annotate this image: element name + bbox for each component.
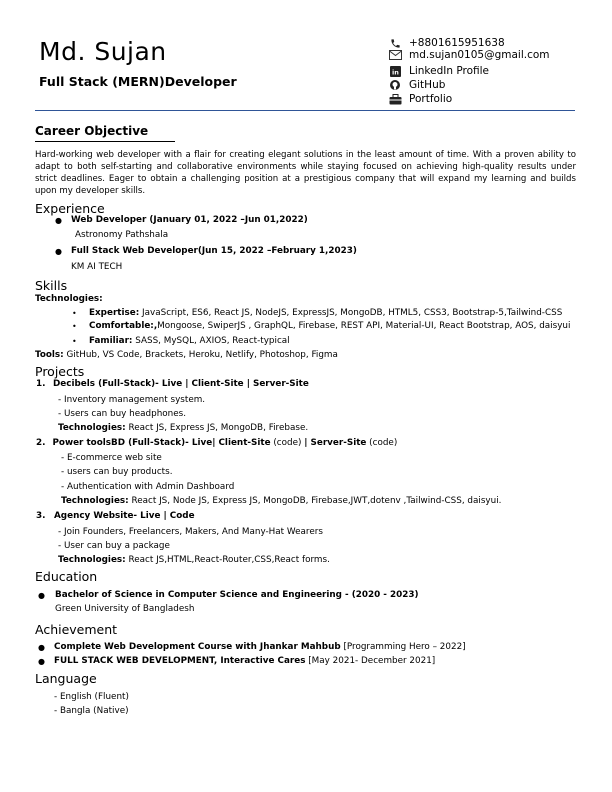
section-skills: Skills — [35, 278, 68, 293]
skill-familiar: Familiar: SASS, MySQL, AXIOS, React-typical — [89, 336, 290, 346]
project-line: - Inventory management system. — [58, 395, 206, 405]
section-experience: Experience — [35, 201, 105, 216]
project-line: - users can buy products. — [61, 467, 173, 477]
section-career-objective: Career Objective — [35, 124, 149, 138]
section-education: Education — [35, 569, 98, 584]
education-school: Green University of Bangladesh — [55, 604, 195, 614]
project-technologies: Technologies: React JS, Node JS, Express JS, MongoDB, Firebase,JWT,dotenv ,Tailwind-CSS, daisyui. — [61, 496, 502, 506]
svg-text:in: in — [391, 68, 399, 76]
experience-org: KM AI TECH — [71, 262, 123, 272]
contact-email[interactable]: md.sujan0105@gmail.com — [388, 49, 550, 61]
project-technologies: Technologies: React JS,HTML,React-Router,CSS,React forms. — [58, 555, 330, 565]
project-line: - Join Founders, Freelancers, Makers, And Many-Hat Wearers — [58, 527, 323, 537]
header-divider — [35, 110, 575, 111]
contact-portfolio[interactable]: Portfolio — [388, 93, 452, 105]
github-icon — [388, 79, 402, 91]
project-title[interactable]: Decibels (Full-Stack)- Live | Client-Site | Server-Site — [53, 379, 309, 389]
job-title: Full Stack (MERN)Developer — [39, 74, 237, 89]
experience-role: Full Stack Web Developer(Jun 15, 2022 –February 1,2023) — [71, 246, 357, 256]
briefcase-icon — [388, 93, 402, 105]
candidate-name: Md. Sujan — [39, 37, 167, 66]
bullet-icon: ● — [38, 591, 45, 600]
section-achievement: Achievement — [35, 622, 118, 637]
language-item: - English (Fluent) — [54, 692, 129, 702]
language-item: - Bangla (Native) — [54, 706, 129, 716]
contact-phone: +8801615951638 — [388, 37, 505, 49]
bullet-icon: • — [72, 309, 77, 318]
bullet-icon: • — [72, 322, 77, 331]
bullet-icon: ● — [38, 657, 45, 666]
achievement-item: FULL STACK WEB DEVELOPMENT, Interactive Cares [May 2021- December 2021] — [54, 656, 436, 666]
project-number: 3. — [36, 511, 46, 521]
experience-role: Web Developer (January 01, 2022 –Jun 01,2022) — [71, 215, 308, 225]
section-projects: Projects — [35, 364, 85, 379]
experience-org: Astronomy Pathshala — [75, 230, 169, 240]
skill-expertise: Expertise: JavaScript, ES6, React JS, NodeJS, ExpressJS, MongoDB, HTML5, CSS3, Bootstrap-5,Tailwind-CSS — [89, 308, 563, 318]
project-title-row: 2. Power toolsBD (Full-Stack)- Live| Client-Site (code) | Server-Site (code) — [36, 438, 398, 448]
email-icon — [388, 49, 402, 61]
bullet-icon: ● — [55, 216, 62, 225]
project-line: - Authentication with Admin Dashboard — [61, 482, 235, 492]
achievement-item: Complete Web Development Course with Jhankar Mahbub [Programming Hero – 2022] — [54, 642, 466, 652]
skill-comfortable: Comfortable:,Mongoose, SwiperJS , GraphQL, Firebase, REST API, Material-UI, React Bootstrap, AOS, daisyui — [89, 321, 571, 331]
bullet-icon: • — [72, 337, 77, 346]
project-line: - User can buy a package — [58, 541, 170, 551]
contact-linkedin[interactable]: in LinkedIn Profile — [388, 65, 489, 77]
project-line: - Users can buy headphones. — [58, 409, 187, 419]
project-technologies: Technologies: React JS, Express JS, MongoDB, Firebase. — [58, 423, 309, 433]
phone-icon — [388, 37, 402, 49]
technologies-label: Technologies: — [35, 294, 103, 304]
project-title[interactable]: Agency Website- Live | Code — [54, 511, 195, 521]
bullet-icon: ● — [38, 643, 45, 652]
project-number: 1. — [36, 379, 46, 389]
career-objective-text: Hard-working web developer with a flair for creating elegant solutions in the least amount of time. With a proven ability to adapt to both self-starting and collaborative environments while staying focused on achieving high-quality results under strict deadlines. Eager to obtain a challenging position at a prestigious company that will expand my learning and builds upon my developer skills. — [35, 150, 576, 196]
education-degree: Bachelor of Science in Computer Science and Engineering - (2020 - 2023) — [55, 590, 419, 600]
skill-tools: Tools: GitHub, VS Code, Brackets, Heroku, Netlify, Photoshop, Figma — [35, 350, 338, 360]
project-line: - E-commerce web site — [61, 453, 162, 463]
section-language: Language — [35, 671, 97, 686]
linkedin-icon — [388, 65, 402, 77]
contact-github[interactable]: GitHub — [388, 79, 445, 91]
bullet-icon: ● — [55, 247, 62, 256]
career-objective-underline — [35, 141, 175, 142]
